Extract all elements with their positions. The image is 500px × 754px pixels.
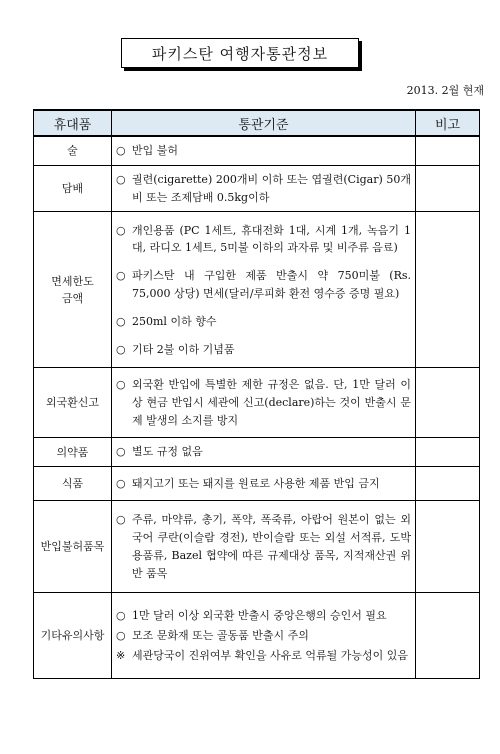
category-line: 금액 bbox=[61, 291, 84, 305]
row-category bbox=[34, 212, 112, 368]
bullet-circle-icon: ○ bbox=[116, 476, 126, 490]
row-category bbox=[34, 368, 112, 438]
category-line: 술 bbox=[67, 144, 78, 158]
page-title bbox=[121, 38, 359, 68]
row-standard bbox=[112, 501, 416, 593]
row-category bbox=[34, 467, 112, 501]
standard-item bbox=[116, 376, 411, 429]
standard-item bbox=[116, 341, 411, 359]
row-remarks bbox=[416, 593, 480, 679]
table-row bbox=[34, 136, 480, 165]
row-remarks bbox=[416, 368, 480, 438]
row-category bbox=[34, 136, 112, 165]
row-remarks bbox=[416, 212, 480, 368]
standard-text: 주류, 마약류, 총기, 폭약, 폭죽류, 아랍어 원본이 없는 외국어 쿠란(이슬람 경전), 반이슬람 또는 외설 서적류, 도박용품류, Bazel 협약에 따른 규제대상 품목, 지적재산권 위반 품목 bbox=[132, 513, 411, 580]
bullet-circle-icon: ○ bbox=[116, 172, 126, 186]
row-remarks bbox=[416, 165, 480, 212]
table-row bbox=[34, 501, 480, 593]
standard-item bbox=[116, 222, 411, 258]
table-row bbox=[34, 165, 480, 212]
bullet-circle-icon: ○ bbox=[116, 314, 126, 328]
table-row bbox=[34, 438, 480, 467]
table-header-row bbox=[34, 110, 480, 136]
page-title-text: 파키스탄 여행자통관정보 bbox=[151, 44, 329, 63]
category-line: 반입불허품목 bbox=[40, 540, 105, 554]
category-line: 의약품 bbox=[56, 445, 89, 459]
standard-text: 파키스탄 내 구입한 제품 반출시 약 750미불 (Rs. 75,000 상당) 면세(달러/루피화 환전 영수증 증명 필요) bbox=[132, 269, 411, 300]
row-remarks bbox=[416, 501, 480, 593]
row-category bbox=[34, 165, 112, 212]
standard-item bbox=[116, 647, 411, 665]
bullet-circle-icon: ○ bbox=[116, 269, 126, 283]
row-standard bbox=[112, 165, 416, 212]
category-line: 면세한도 bbox=[51, 274, 94, 288]
standard-text: 궐련(cigarette) 200개비 이하 또는 엽궐련(Cigar) 50개비 또는 조제담배 0.5kg이하 bbox=[132, 172, 411, 204]
standard-text: 돼지고기 또는 돼지를 원료로 사용한 제품 반입 금지 bbox=[132, 476, 380, 490]
bullet-circle-icon: ○ bbox=[116, 144, 126, 157]
standard-text: 1만 달러 이상 외국환 반출시 중앙은행의 승인서 필요 bbox=[132, 609, 387, 623]
category-line: 식품 bbox=[61, 477, 84, 491]
header-item: 휴대품 bbox=[34, 110, 112, 136]
standard-item bbox=[116, 511, 411, 582]
bullet-circle-icon: ○ bbox=[116, 513, 126, 527]
bullet-circle-icon: ○ bbox=[116, 342, 126, 356]
standard-text: 반입 불허 bbox=[132, 144, 179, 157]
standard-item bbox=[116, 607, 411, 625]
standard-item bbox=[116, 627, 411, 645]
bullet-circle-icon: ○ bbox=[116, 223, 126, 237]
note-mark-icon: ※ bbox=[116, 648, 126, 662]
row-remarks bbox=[416, 136, 480, 165]
standard-item bbox=[116, 267, 411, 303]
row-category bbox=[34, 438, 112, 467]
bullet-circle-icon: ○ bbox=[116, 378, 126, 392]
header-standard: 통관기준 bbox=[112, 110, 416, 136]
row-standard bbox=[112, 593, 416, 679]
row-standard bbox=[112, 212, 416, 368]
category-line: 기타유의사항 bbox=[40, 629, 105, 643]
row-remarks bbox=[416, 467, 480, 501]
standard-text: 세관당국이 진위여부 확인을 사유로 억류될 가능성이 있음 bbox=[132, 648, 409, 662]
bullet-circle-icon: ○ bbox=[116, 628, 126, 642]
bullet-circle-icon: ○ bbox=[116, 445, 126, 459]
date-label: 2013. 2월 현재 bbox=[406, 84, 484, 97]
table-row bbox=[34, 368, 480, 438]
row-category bbox=[34, 593, 112, 679]
standard-text: 모조 문화재 또는 골동품 반출시 주의 bbox=[132, 628, 309, 642]
table-row bbox=[34, 212, 480, 368]
header-remarks: 비고 bbox=[416, 110, 480, 136]
standard-item bbox=[116, 443, 411, 461]
row-standard bbox=[112, 136, 416, 165]
standard-text: 기타 2불 이하 기념품 bbox=[132, 342, 235, 356]
standard-item bbox=[116, 313, 411, 331]
customs-table bbox=[33, 109, 480, 679]
standard-text: 외국환 반입에 특별한 제한 규정은 없음. 단, 1만 달러 이상 현금 반입시 세관에 신고(declare)하는 것이 반출시 문제 발생의 소지를 방지 bbox=[132, 378, 411, 427]
row-remarks bbox=[416, 438, 480, 467]
category-line: 외국환신고 bbox=[45, 396, 100, 410]
table-row bbox=[34, 467, 480, 501]
standard-item bbox=[116, 171, 411, 207]
standard-text: 250ml 이하 향수 bbox=[132, 314, 217, 328]
row-category bbox=[34, 501, 112, 593]
standard-text: 개인용품 (PC 1세트, 휴대전화 1대, 시계 1개, 녹음기 1대, 라디오 1세트, 5미불 이하의 과자류 및 비주류 음료) bbox=[132, 223, 411, 255]
row-standard bbox=[112, 368, 416, 438]
row-standard bbox=[112, 438, 416, 467]
standard-item bbox=[116, 142, 411, 160]
standard-text: 별도 규정 없음 bbox=[132, 445, 203, 459]
category-line: 담배 bbox=[61, 182, 84, 196]
bullet-circle-icon: ○ bbox=[116, 609, 126, 623]
standard-item bbox=[116, 475, 411, 493]
table-row bbox=[34, 593, 480, 679]
row-standard bbox=[112, 467, 416, 501]
